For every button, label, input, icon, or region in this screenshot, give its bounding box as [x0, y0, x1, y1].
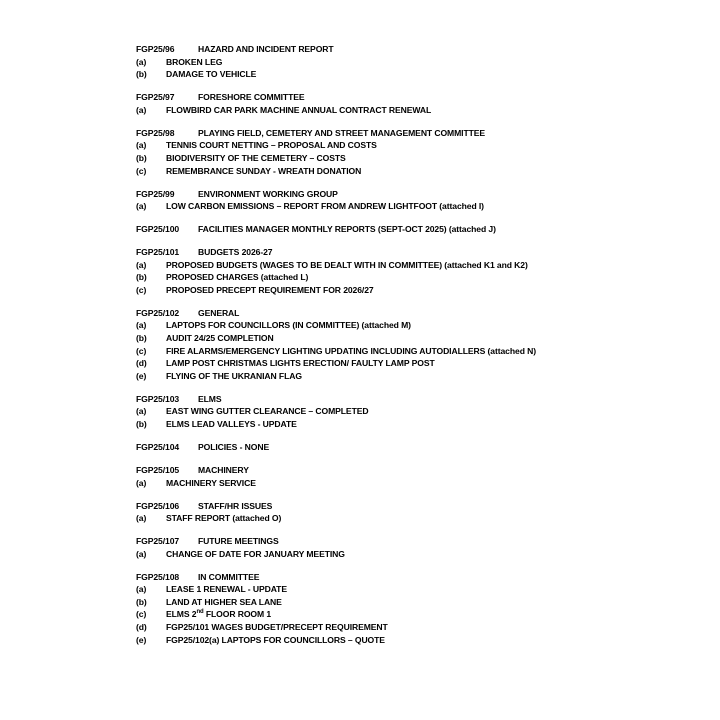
item-letter: (a) [136, 104, 147, 115]
agenda-section [136, 571, 696, 647]
section-heading [136, 246, 696, 259]
agenda-section [136, 535, 696, 560]
agenda-section [136, 393, 696, 431]
item-text: PROPOSED BUDGETS (WAGES TO BE DEALT WITH IN COMMITTEE) (attached K1 and K2) [166, 259, 528, 270]
item-letter: (a) [136, 140, 147, 151]
section-ref: FGP25/107 [136, 536, 180, 547]
item-text: MACHINERY SERVICE [166, 477, 256, 488]
section-title: GENERAL [198, 307, 240, 318]
agenda-item [136, 319, 696, 332]
section-heading [136, 307, 696, 320]
item-letter: (b) [136, 418, 147, 429]
agenda-item [136, 152, 696, 165]
section-title: BUDGETS 2026-27 [198, 247, 273, 258]
section-ref: FGP25/99 [136, 188, 175, 199]
item-text: EAST WING GUTTER CLEARANCE – COMPLETED [166, 406, 369, 417]
item-letter: (d) [136, 622, 147, 633]
item-letter: (b) [136, 69, 147, 80]
section-title: FACILITIES MANAGER MONTHLY REPORTS (SEPT-OCT 2025) (attached J) [198, 224, 496, 235]
section-heading [136, 393, 696, 406]
item-letter: (e) [136, 370, 147, 381]
section-heading [136, 441, 696, 454]
item-text: CHANGE OF DATE FOR JANUARY MEETING [166, 548, 345, 559]
agenda-item [136, 357, 696, 370]
agenda-item [136, 271, 696, 284]
item-letter: (b) [136, 152, 147, 163]
agenda-item [136, 165, 696, 178]
section-heading [136, 43, 696, 56]
item-letter: (c) [136, 345, 147, 356]
section-ref: FGP25/103 [136, 393, 180, 404]
section-title: FUTURE MEETINGS [198, 536, 279, 547]
item-text: LAND AT HIGHER SEA LANE [166, 596, 282, 607]
item-text: TENNIS COURT NETTING – PROPOSAL AND COSTS [166, 140, 377, 151]
item-letter: (b) [136, 596, 147, 607]
agenda-item [136, 548, 696, 561]
item-letter: (c) [136, 609, 147, 620]
item-text: BROKEN LEG [166, 56, 223, 67]
item-text: FIRE ALARMS/EMERGENCY LIGHTING UPDATING INCLUDING AUTODIALLERS (attached N) [166, 345, 536, 356]
section-title: ELMS [198, 393, 222, 404]
section-ref: FGP25/100 [136, 224, 180, 235]
agenda-section [136, 188, 696, 213]
item-text: FLOWBIRD CAR PARK MACHINE ANNUAL CONTRACT RENEWAL [166, 104, 432, 115]
section-title: POLICIES - NONE [198, 441, 270, 452]
section-heading [136, 91, 696, 104]
agenda-list [136, 43, 696, 657]
agenda-item [136, 418, 696, 431]
item-text: FGP25/101 WAGES BUDGET/PRECEPT REQUIREMENT [166, 622, 388, 633]
item-letter: (c) [136, 165, 147, 176]
item-text: PROPOSED PRECEPT REQUIREMENT FOR 2026/27 [166, 284, 374, 295]
item-text: REMEMBRANCE SUNDAY - WREATH DONATION [166, 165, 362, 176]
item-letter: (b) [136, 272, 147, 283]
agenda-item [136, 200, 696, 213]
agenda-item [136, 139, 696, 152]
agenda-item [136, 259, 696, 272]
agenda-section [136, 464, 696, 489]
section-heading [136, 188, 696, 201]
item-letter: (d) [136, 358, 147, 369]
item-letter: (a) [136, 56, 147, 67]
agenda-item [136, 56, 696, 69]
item-letter: (a) [136, 320, 147, 331]
agenda-item [136, 634, 696, 647]
item-text: STAFF REPORT (attached O) [166, 513, 282, 524]
item-text: LAPTOPS FOR COUNCILLORS (IN COMMITTEE) (attached M) [166, 320, 411, 331]
section-ref: FGP25/105 [136, 464, 180, 475]
agenda-item [136, 345, 696, 358]
agenda-item [136, 104, 696, 117]
agenda-item [136, 370, 696, 383]
item-text: LOW CARBON EMISSIONS – REPORT FROM ANDREW LIGHTFOOT (attached I) [166, 201, 484, 212]
item-letter: (a) [136, 201, 147, 212]
item-letter: (e) [136, 634, 147, 645]
item-letter: (a) [136, 477, 147, 488]
item-text: AUDIT 24/25 COMPLETION [166, 333, 274, 344]
agenda-item [136, 583, 696, 596]
item-letter: (a) [136, 513, 147, 524]
section-ref: FGP25/97 [136, 92, 175, 103]
agenda-section [136, 43, 696, 81]
agenda-item [136, 405, 696, 418]
section-title: MACHINERY [198, 464, 249, 475]
section-ref: FGP25/108 [136, 571, 180, 582]
agenda-item [136, 477, 696, 490]
item-text: BIODIVERSITY OF THE CEMETERY – COSTS [166, 152, 346, 163]
item-letter: (c) [136, 284, 147, 295]
agenda-section [136, 246, 696, 296]
agenda-section [136, 307, 696, 383]
agenda-item [136, 512, 696, 525]
item-letter: (a) [136, 584, 147, 595]
section-ref: FGP25/98 [136, 127, 175, 138]
item-letter: (a) [136, 548, 147, 559]
section-ref: FGP25/106 [136, 500, 180, 511]
item-text: PROPOSED CHARGES (attached L) [166, 272, 309, 283]
section-title: STAFF/HR ISSUES [198, 500, 273, 511]
section-ref: FGP25/102 [136, 307, 180, 318]
agenda-item [136, 284, 696, 297]
item-text: LAMP POST CHRISTMAS LIGHTS ERECTION/ FAULTY LAMP POST [166, 358, 435, 369]
section-title: ENVIRONMENT WORKING GROUP [198, 188, 338, 199]
item-text: FLYING OF THE UKRANIAN FLAG [166, 370, 302, 381]
item-text: ELMS 2nd FLOOR ROOM 1 [166, 609, 272, 620]
section-ref: FGP25/101 [136, 247, 180, 258]
section-heading [136, 464, 696, 477]
section-heading [136, 127, 696, 140]
section-title: FORESHORE COMMITTEE [198, 92, 305, 103]
section-ref: FGP25/96 [136, 44, 175, 54]
item-letter: (a) [136, 406, 147, 417]
agenda-item [136, 621, 696, 634]
item-letter: (a) [136, 259, 147, 270]
agenda-item [136, 68, 696, 81]
section-heading [136, 571, 696, 584]
section-heading [136, 223, 696, 236]
item-text: LEASE 1 RENEWAL - UPDATE [166, 584, 287, 595]
agenda-section [136, 127, 696, 177]
agenda-item [136, 608, 696, 621]
agenda-section [136, 223, 696, 236]
agenda-section [136, 500, 696, 525]
agenda-item [136, 596, 696, 609]
section-ref: FGP25/104 [136, 441, 180, 452]
item-letter: (b) [136, 333, 147, 344]
section-title: IN COMMITTEE [198, 571, 260, 582]
section-heading [136, 535, 696, 548]
section-heading [136, 500, 696, 513]
agenda-item [136, 332, 696, 345]
section-title: HAZARD AND INCIDENT REPORT [198, 44, 334, 54]
item-text: ELMS LEAD VALLEYS - UPDATE [166, 418, 297, 429]
item-text: FGP25/102(a) LAPTOPS FOR COUNCILLORS – QUOTE [166, 634, 385, 645]
section-title: PLAYING FIELD, CEMETERY AND STREET MANAGEMENT COMMITTEE [198, 127, 486, 138]
agenda-section [136, 91, 696, 116]
item-text: DAMAGE TO VEHICLE [166, 69, 257, 80]
agenda-section [136, 441, 696, 454]
